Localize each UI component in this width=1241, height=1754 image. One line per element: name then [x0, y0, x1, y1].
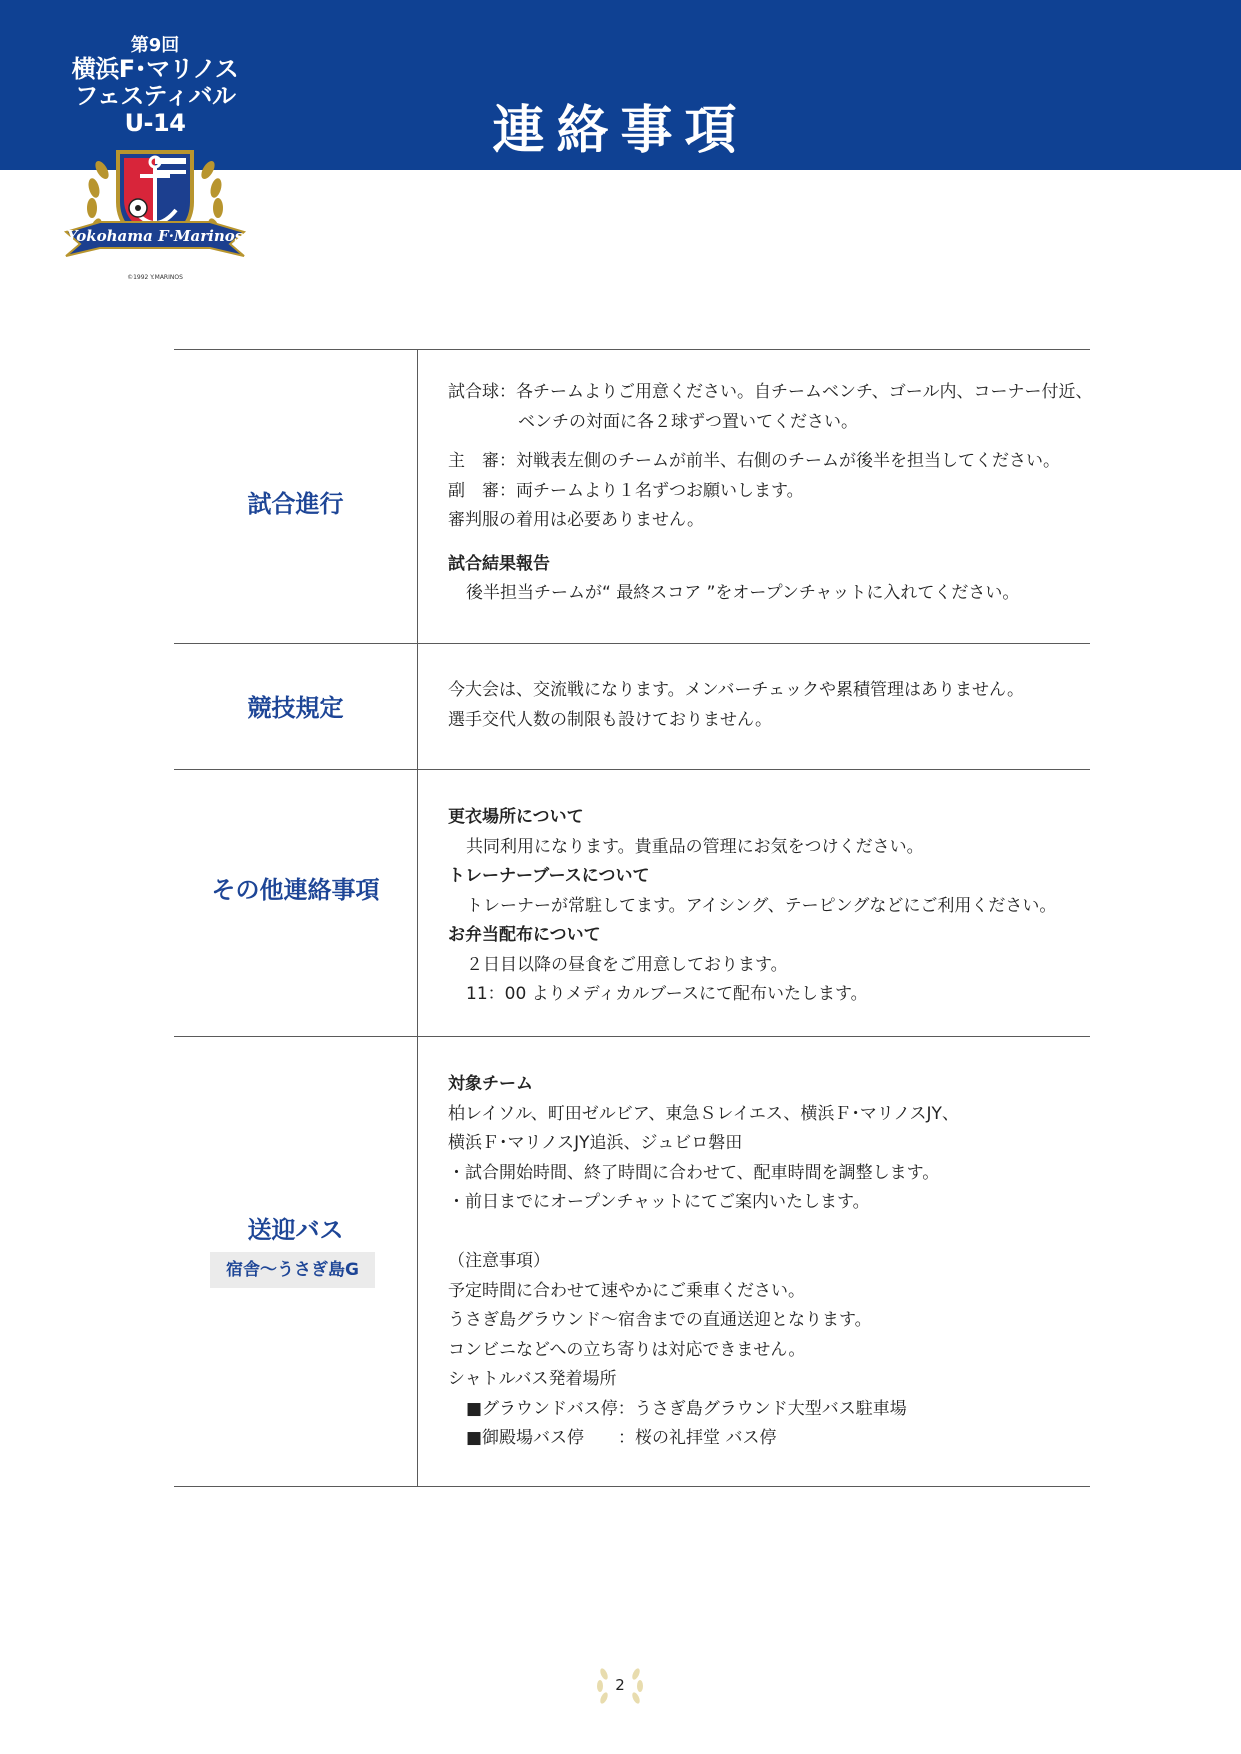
text-heading: トレーナーブースについて — [448, 866, 650, 886]
page-title: 連絡事項 — [492, 101, 749, 161]
festival-name-line-3: U-14 — [124, 108, 186, 137]
row-label-other-notices: その他連絡事項 — [211, 876, 380, 904]
text-line: （注意事項） — [448, 1251, 550, 1271]
table-rule-3 — [174, 1036, 1090, 1037]
club-emblem-svg — [60, 140, 250, 290]
text-line: 今大会は、交流戦になります。メンバーチェックや累積管理はありません。 — [448, 680, 1024, 700]
page-number-badge — [590, 1662, 650, 1712]
table-rule-top — [174, 349, 1090, 350]
text-line: 横浜Ｆ･マリノスJY追浜、ジュビロ磐田 — [448, 1133, 743, 1153]
table-rule-1 — [174, 643, 1090, 644]
text-line: 後半担当チームが“ 最終スコア ”をオープンチャットに入れてください。 — [466, 583, 1020, 603]
text-line: ２日目以降の昼食をご用意しております。 — [466, 954, 788, 975]
page-number: 2 — [615, 1676, 625, 1694]
text-line: シャトルバス発着場所 — [448, 1369, 617, 1389]
text-heading: 更衣場所について — [448, 807, 584, 827]
text-line: ・前日までにオープンチャットにてご案内いたします。 — [448, 1192, 870, 1212]
text-line: トレーナーが常駐してます。アイシング、テーピングなどにご利用ください。 — [466, 895, 1057, 916]
table-rule-bottom — [174, 1486, 1090, 1487]
text-heading: 試合結果報告 — [448, 553, 550, 574]
text-line: 柏レイソル、町田ゼルビア、東急Ｓレイエス、横浜Ｆ･マリノスJY、 — [448, 1103, 959, 1124]
text-heading: 対象チーム — [448, 1074, 533, 1094]
column-divider — [417, 349, 418, 1486]
festival-name-line-1: 横浜F･マリノス — [71, 55, 239, 84]
emblem-ribbon-text: Yokohama F·Marinos — [66, 227, 244, 245]
text-line: ■御殿場バス停 ：桜の礼拝堂 バス停 — [466, 1428, 777, 1448]
row-content-competition-rules — [448, 676, 1088, 735]
text-line: うさぎ島グラウンド～宿舎までの直通送迎となります。 — [448, 1310, 872, 1330]
festival-name-line-2: フェスティバル — [74, 82, 236, 111]
text-line: 予定時間に合わせて速やかにご乗車ください。 — [448, 1280, 805, 1301]
text-line: 主 審：対戦表左側のチームが前半、右側のチームが後半を担当してください。 — [448, 451, 1060, 471]
text-line: コンビニなどへの立ち寄りは対応できません。 — [448, 1339, 806, 1360]
text-line: 副 審：両チームより１名ずつお願いします。 — [448, 480, 804, 501]
text-heading: お弁当配布について — [448, 925, 601, 945]
festival-title — [60, 36, 250, 137]
row-label-competition-rules: 競技規定 — [247, 694, 344, 722]
text-line: 試合球：各チームよりご用意ください。自チームベンチ、ゴール内、コーナー付近、 — [448, 382, 1093, 402]
festival-edition: 第9回 — [130, 35, 180, 56]
text-line: ■グラウンドバス停：うさぎ島グラウンド大型バス駐車場 — [466, 1398, 907, 1419]
row-content-other-notices — [448, 803, 1088, 1010]
text-line: 共同利用になります。貴重品の管理にお気をつけください。 — [466, 836, 924, 857]
emblem-credit: ©1992 Y.MARINOS — [127, 274, 183, 281]
text-line: 選手交代人数の制限も設けておりません。 — [448, 709, 773, 730]
text-line: ・試合開始時間、終了時間に合わせて、配車時間を調整します。 — [448, 1162, 940, 1183]
text-line: 審判服の着用は必要ありません。 — [448, 510, 705, 530]
row-content-shuttle-bus — [448, 1070, 1088, 1454]
club-emblem — [60, 140, 250, 290]
row-label-match-progress: 試合進行 — [247, 490, 344, 518]
row-content-match-progress — [448, 378, 1093, 609]
text-line: ベンチの対面に各２球ずつ置いてください。 — [518, 411, 858, 432]
row-label-shuttle-bus: 送迎バス — [247, 1216, 344, 1244]
table-rule-2 — [174, 769, 1090, 770]
text-line: 11：00 よりメディカルブースにて配布いたします。 — [466, 984, 868, 1004]
shuttle-route-badge: 宿舎～うさぎ島G — [210, 1252, 375, 1288]
